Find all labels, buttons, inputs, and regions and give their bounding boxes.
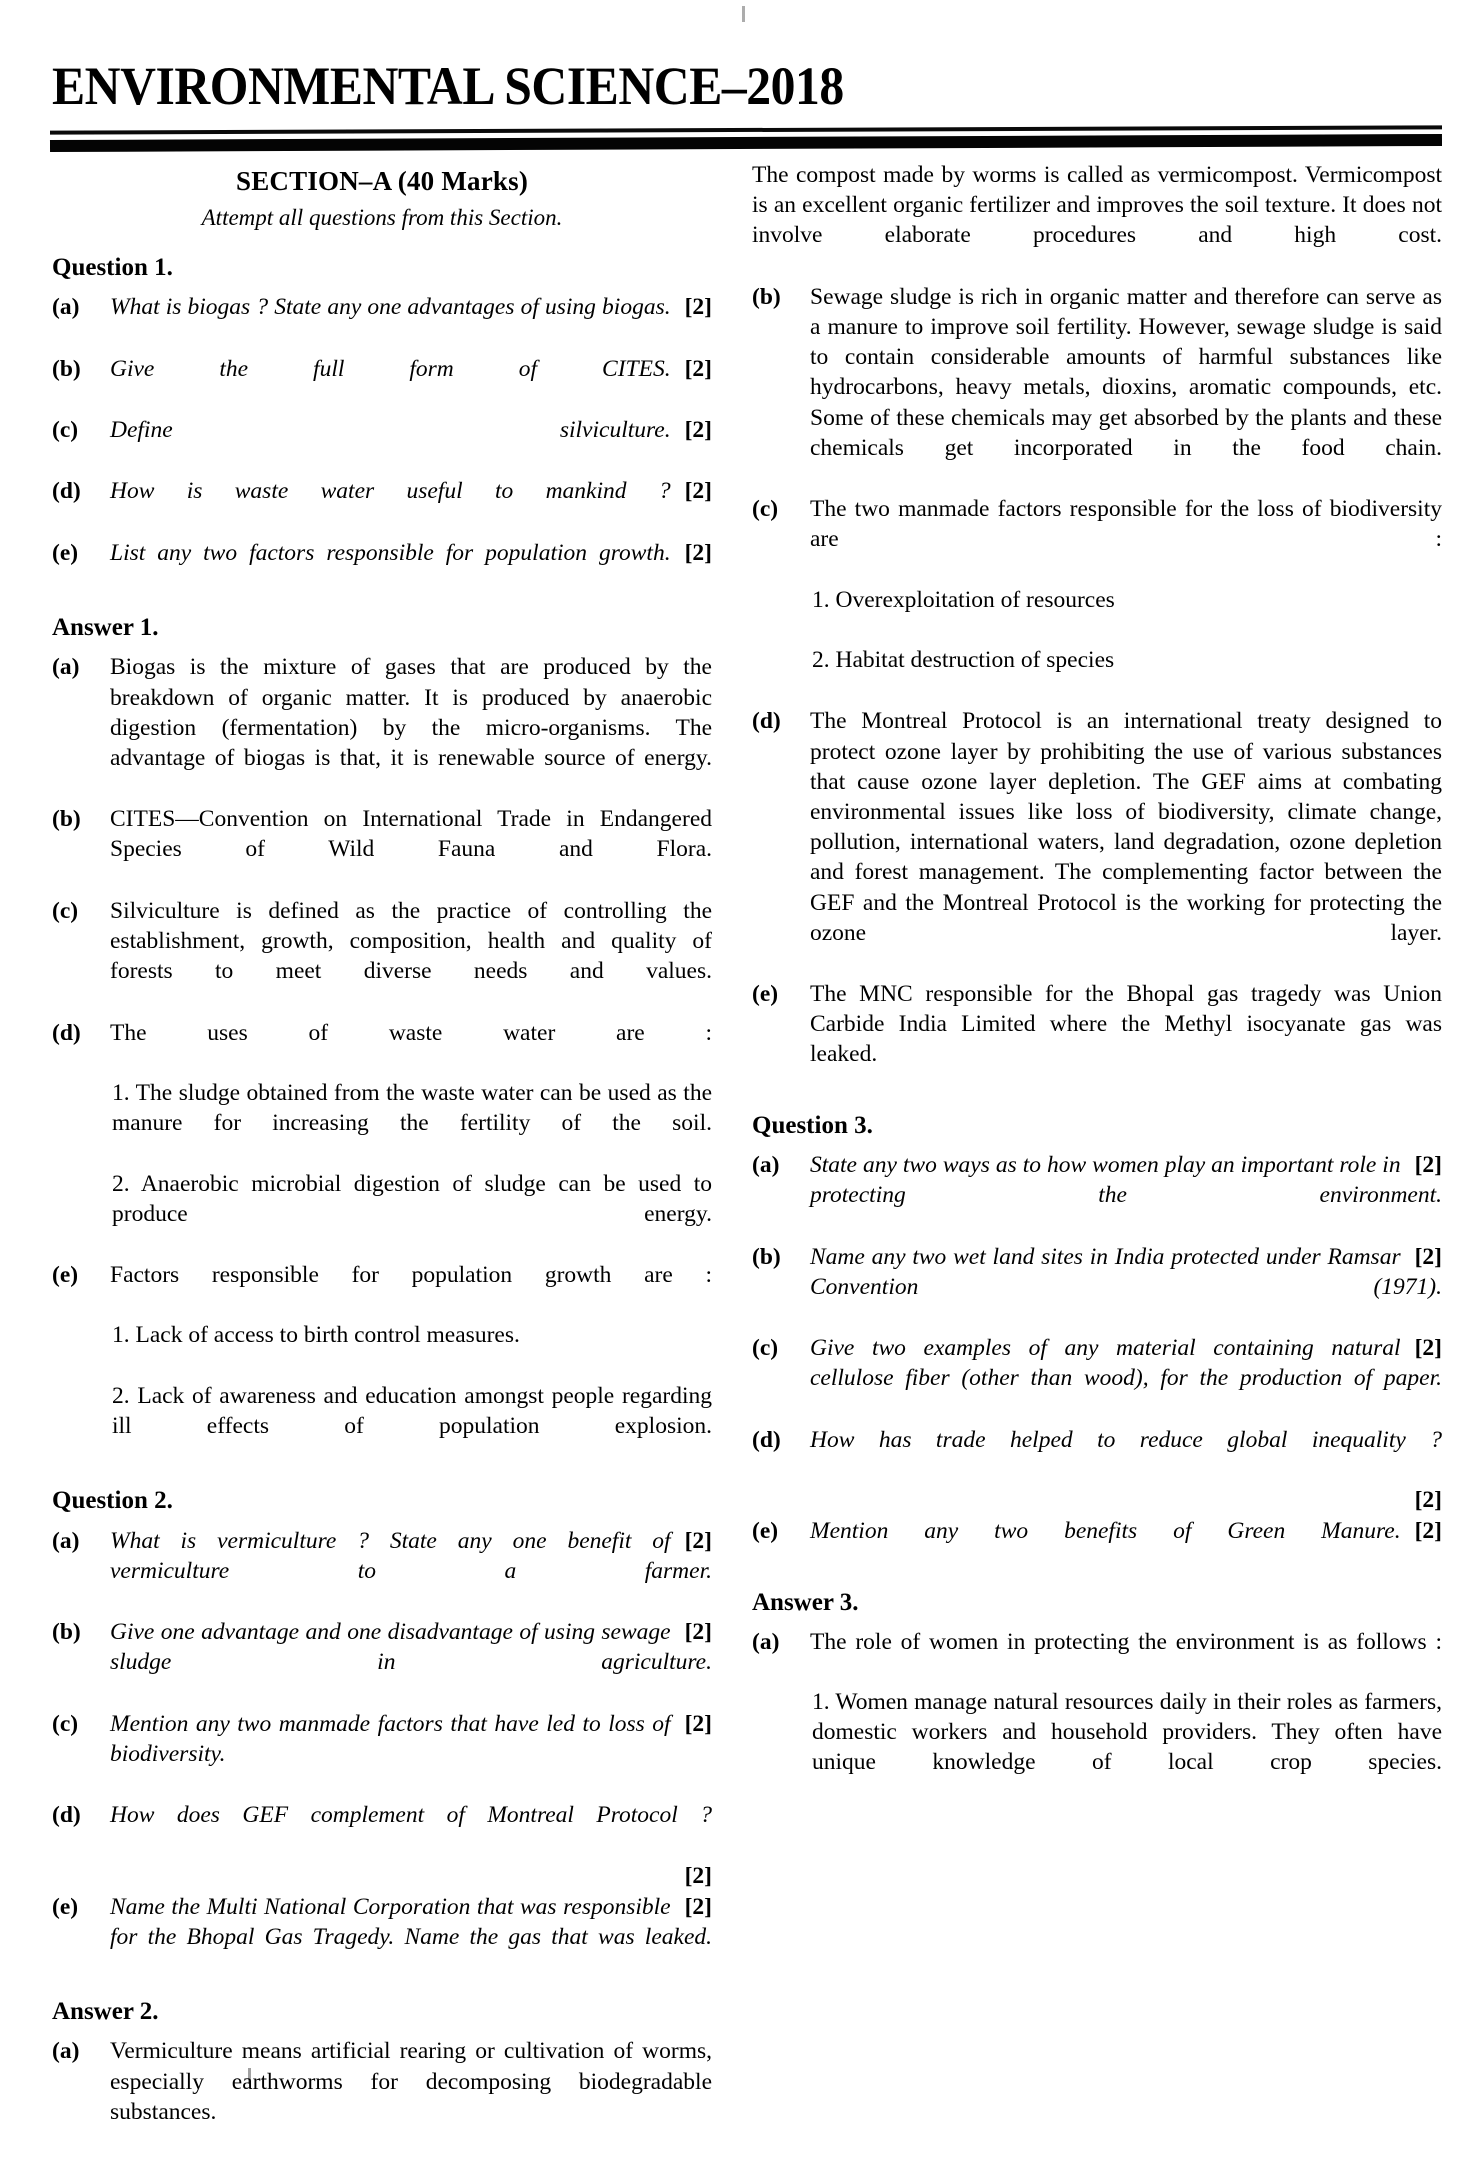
item-text xyxy=(110,476,712,536)
item-subitem: 1. The sludge obtained from the waste water can be used as the manure for increasing the fertility of the soil. xyxy=(112,1079,712,1137)
item-label: (d) xyxy=(52,478,81,505)
item-label: (a) xyxy=(52,654,80,681)
item-body-text: State any two ways as to how women play an important role in protecting the environment. xyxy=(810,1151,1442,1209)
item-marks: [2] xyxy=(1414,1487,1442,1513)
answer-item xyxy=(52,1018,712,1260)
answer-1-heading: Answer 1. xyxy=(52,614,159,642)
item-text xyxy=(110,1617,712,1708)
item-label: (e) xyxy=(52,539,79,566)
item-text: How does GEF complement of Montreal Protocol ? xyxy=(110,1802,712,1829)
item-label: (a) xyxy=(52,1527,80,1554)
item-body-text: Name any two wet land sites in India protected under Ramsar Convention (1971). xyxy=(810,1243,1442,1300)
item-label: (e) xyxy=(752,981,779,1008)
item-label: (e) xyxy=(52,1893,79,1920)
item-text: Factors responsible for population growth are : xyxy=(110,1262,712,1289)
answer-item xyxy=(52,2036,712,2157)
question-item xyxy=(752,1425,1442,1516)
item-text xyxy=(810,1333,1442,1424)
item-text: Vermiculture means artificial rearing or cultivation of worms, especially earthworms for decomposing biodegradable substances. xyxy=(110,2038,712,2125)
item-text: CITES—Convention on International Trade in Endangered Species of Wild Fauna and Flora. xyxy=(110,806,712,863)
item-label: (a) xyxy=(52,294,80,321)
item-label: (b) xyxy=(52,1619,81,1646)
item-subitem: 1. Lack of access to birth control measures. xyxy=(112,1322,520,1349)
item-body-text: Give one advantage and one disadvantage of using sewage sludge in agriculture. xyxy=(110,1619,712,1676)
item-marks: [2] xyxy=(1414,1335,1442,1362)
item-label: (a) xyxy=(752,1151,780,1178)
answer-item xyxy=(52,652,712,803)
item-body-text: Define silviculture. xyxy=(110,417,671,444)
item-body-text: Give two examples of any material containing natural cellulose fiber (other than wood), for the production of paper. xyxy=(810,1335,1442,1392)
item-text xyxy=(110,1526,712,1617)
question-2-heading: Question 2. xyxy=(52,1487,173,1515)
question-item xyxy=(752,1516,1442,1576)
item-subitem: 2. Habitat destruction of species xyxy=(812,647,1115,673)
item-subitem: 2. Anaerobic microbial digestion of sludge can be used to produce energy. xyxy=(112,1170,712,1227)
item-label: (d) xyxy=(52,1019,81,1046)
item-marks: [2] xyxy=(1414,1243,1442,1270)
answer-2-heading: Answer 2. xyxy=(52,1998,159,2026)
item-label: (c) xyxy=(52,1710,79,1737)
item-text: Biogas is the mixture of gases that are produced by the breakdown of organic matter. It is produced by anaerobic digestion (fermentation) by the micro-organisms. The advantage of biogas is that, it is renewable source of energy. xyxy=(110,654,712,771)
item-text xyxy=(110,415,712,475)
item-marks: [2] xyxy=(684,1710,712,1737)
item-subitem: 1. Women manage natural resources daily in their roles as farmers, domestic workers and household providers. They often have unique knowledge of local crop species. xyxy=(812,1689,1442,1776)
question-item xyxy=(52,476,712,536)
item-text xyxy=(110,354,712,414)
item-text: The uses of waste water are : xyxy=(110,1019,712,1046)
answer-item xyxy=(52,1260,712,1471)
question-item xyxy=(52,1526,712,1617)
question-item xyxy=(52,415,712,475)
item-label: (b) xyxy=(52,806,81,833)
item-label: (e) xyxy=(52,1262,79,1289)
item-marks: [2] xyxy=(684,294,712,321)
answer-2-continuation: The compost made by worms is called as vermicompost. Vermicompost is an excellent organic fertilizer and improves the soil texture. It does not involve elaborate procedures and high cost. xyxy=(752,162,1442,249)
item-body-text: What is biogas ? State any one advantages of using biogas. xyxy=(110,294,671,321)
answer-item xyxy=(52,804,712,895)
item-body-text: How is waste water useful to mankind ? xyxy=(110,478,671,505)
item-text: The two manmade factors responsible for the loss of biodiversity are : xyxy=(810,496,1442,553)
item-marks: [2] xyxy=(684,1619,712,1646)
question-item xyxy=(52,292,712,352)
question-3-heading: Question 3. xyxy=(752,1111,873,1139)
item-marks: [2] xyxy=(684,1893,712,1920)
item-label: (b) xyxy=(752,1243,781,1270)
item-subitem: 2. Lack of awareness and education amongst people regarding ill effects of population explosion. xyxy=(112,1382,712,1440)
page-title: ENVIRONMENTAL SCIENCE–2018 xyxy=(52,56,844,116)
item-label: (a) xyxy=(752,1628,780,1655)
item-text xyxy=(110,1709,712,1800)
item-body-text: Give the full form of CITES. xyxy=(110,355,671,382)
question-1-heading: Question 1. xyxy=(52,254,173,282)
section-heading: SECTION–A (40 Marks) xyxy=(235,166,529,196)
item-body-text: What is vermiculture ? State any one benefit of vermiculture to a farmer. xyxy=(110,1527,712,1584)
item-label: (c) xyxy=(752,496,779,523)
answer-3-heading: Answer 3. xyxy=(752,1588,859,1616)
question-item xyxy=(752,1150,1442,1241)
question-item xyxy=(52,1892,712,1983)
answer-item xyxy=(752,1627,1442,1808)
item-text: How has trade helped to reduce global inequality ? xyxy=(810,1426,1442,1453)
item-body-text: List any two factors responsible for population growth. xyxy=(110,539,671,566)
item-marks: [2] xyxy=(684,417,712,444)
item-subitem: 1. Overexploitation of resources xyxy=(812,586,1115,613)
answer-item xyxy=(752,494,1442,705)
answer-item xyxy=(752,706,1442,978)
item-label: (d) xyxy=(52,1802,81,1829)
answer-item xyxy=(752,282,1442,493)
item-text: The Montreal Protocol is an international treaty designed to protect ozone layer by prohibiting the use of various substances that cause ozone layer depletion. The GEF aims at combating environmental issues like loss of biodiversity, climate change, pollution, international waters, land degradation, ozone depletion and forest management. The complementing factor between the GEF and the Montreal Protocol is the working for protecting the ozone layer. xyxy=(810,708,1442,946)
left-column xyxy=(52,160,712,2158)
item-text xyxy=(810,1150,1442,1241)
item-marks: [2] xyxy=(684,1527,712,1554)
section-instruction: Attempt all questions from this Section. xyxy=(201,204,563,230)
item-marks: [2] xyxy=(684,478,712,505)
item-text: The MNC responsible for the Bhopal gas tragedy was Union Carbide India Limited where the Methyl isocyanate gas was leaked. xyxy=(810,981,1442,1068)
item-marks: [2] xyxy=(684,539,712,566)
item-text xyxy=(110,292,712,352)
title-divider xyxy=(50,128,1442,149)
question-item xyxy=(52,538,712,598)
scan-artifact-top xyxy=(742,6,745,22)
question-item xyxy=(52,354,712,414)
item-body-text: Name the Multi National Corporation that was responsible for the Bhopal Gas Tragedy. Name the gas that was leaked. xyxy=(110,1893,712,1950)
item-label: (c) xyxy=(52,417,79,444)
item-text: The role of women in protecting the environment is as follows : xyxy=(810,1628,1442,1655)
item-text: Sewage sludge is rich in organic matter and therefore can serve as a manure to improve soil fertility. However, sewage sludge is said to contain considerable amounts of harmful substances like hydrocarbons, heavy metals, dioxins, aromatic compounds, etc. Some of these chemicals may get absorbed by the plants and these chemicals get incorporated in the food chain. xyxy=(810,283,1442,461)
right-column xyxy=(752,160,1442,1809)
item-text xyxy=(110,1892,712,1983)
item-label: (c) xyxy=(752,1335,779,1362)
item-body-text: Mention any two manmade factors that have led to loss of biodiversity. xyxy=(110,1710,671,1767)
answer-item xyxy=(752,979,1442,1100)
item-marks: [2] xyxy=(684,355,712,382)
page-title-container xyxy=(52,58,1442,115)
item-label: (d) xyxy=(752,1426,781,1453)
item-text xyxy=(810,1242,1442,1333)
item-label: (b) xyxy=(752,283,781,310)
item-marks: [2] xyxy=(1414,1151,1442,1178)
item-body-text: Mention any two benefits of Green Manure. xyxy=(810,1518,1401,1545)
question-item xyxy=(752,1333,1442,1424)
question-item xyxy=(52,1617,712,1708)
item-label: (a) xyxy=(52,2038,80,2065)
item-label: (c) xyxy=(52,897,79,924)
item-text xyxy=(110,538,712,598)
question-item xyxy=(52,1800,712,1891)
question-item xyxy=(752,1242,1442,1333)
question-item xyxy=(52,1709,712,1800)
item-marks: [2] xyxy=(684,1862,712,1889)
item-label: (d) xyxy=(752,708,781,735)
item-text xyxy=(810,1516,1442,1576)
item-label: (b) xyxy=(52,355,81,382)
answer-item xyxy=(52,896,712,1017)
item-text: Silviculture is defined as the practice of controlling the establishment, growth, composition, health and quality of forests to meet diverse needs and values. xyxy=(110,897,712,985)
item-marks: [2] xyxy=(1414,1518,1442,1545)
item-label: (e) xyxy=(752,1518,779,1545)
